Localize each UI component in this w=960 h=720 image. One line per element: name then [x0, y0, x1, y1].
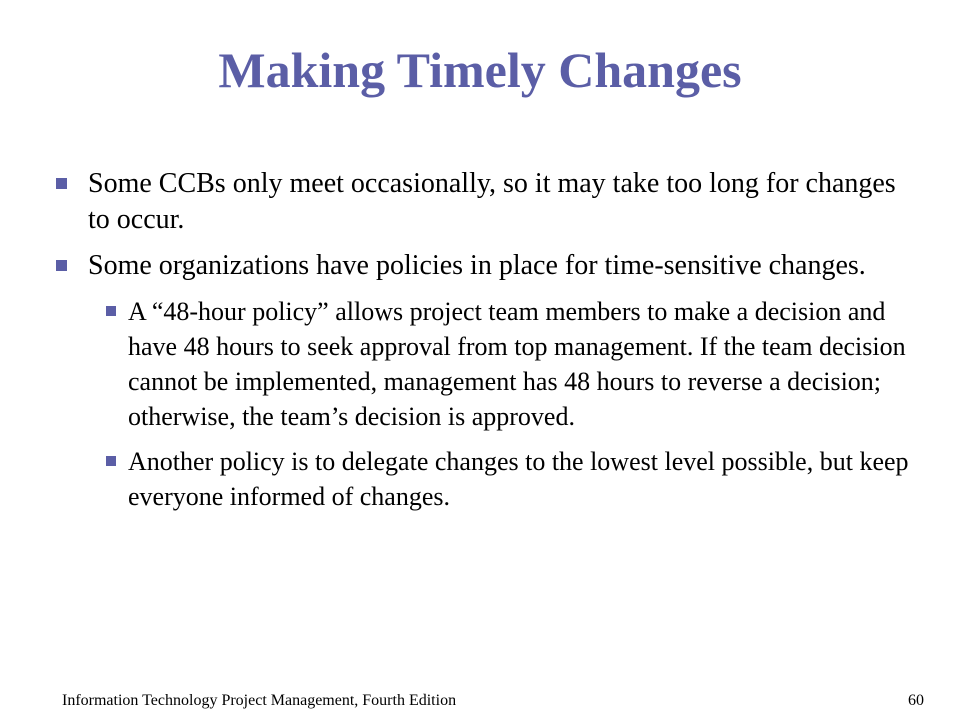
- bullet-list: [52, 166, 912, 524]
- footer-source: Information Technology Project Management, Fourth Edition: [62, 692, 457, 709]
- page-number: 60: [908, 692, 924, 709]
- sub-bullet-item: [52, 294, 912, 434]
- square-bullet-icon: [106, 444, 120, 479]
- bullet-text: Some organizations have policies in place for time-sensitive changes.: [88, 250, 866, 281]
- bullet-item: [52, 166, 912, 238]
- square-bullet-icon: [106, 294, 120, 329]
- sub-bullet-text: Another policy is to delegate changes to the lowest level possible, but keep everyone informed of changes.: [128, 447, 909, 511]
- square-bullet-icon: [56, 166, 70, 202]
- square-bullet-icon: [56, 248, 70, 284]
- sub-bullet-text: A “48-hour policy” allows project team members to make a decision and have 48 hours to seek approval from top management. If the team decision cannot be implemented, management has 48 hours to reverse a decision; otherwise, the team’s decision is approved.: [128, 297, 906, 431]
- slide-title: Making Timely Changes: [218, 42, 742, 98]
- sub-bullet-item: [52, 444, 912, 514]
- bullet-item: [52, 248, 912, 284]
- bullet-text: Some CCBs only meet occasionally, so it may take too long for changes to occur.: [88, 168, 896, 235]
